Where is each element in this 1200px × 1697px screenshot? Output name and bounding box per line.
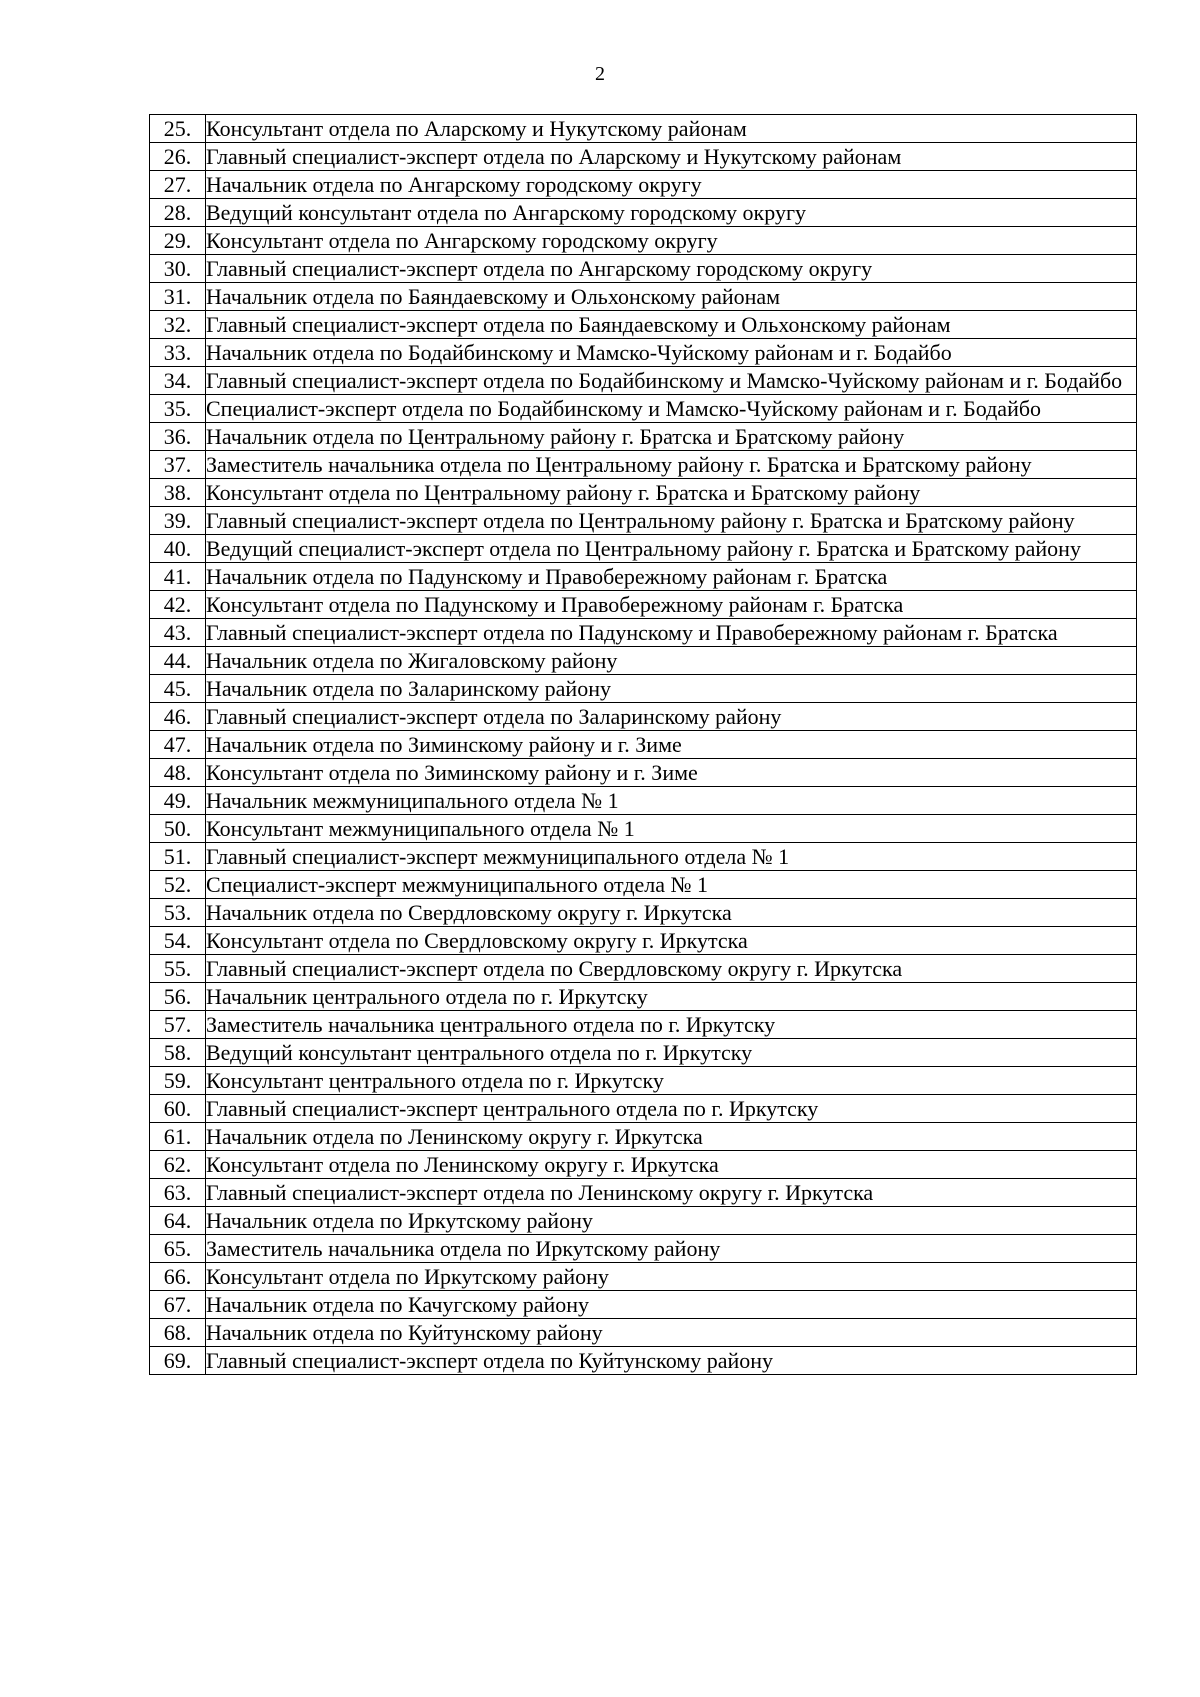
row-number: 49. [150, 787, 206, 815]
row-number: 46. [150, 703, 206, 731]
position-title: Консультант отдела по Ангарскому городскому округу [206, 227, 1137, 255]
row-number: 50. [150, 815, 206, 843]
row-number: 48. [150, 759, 206, 787]
table-row [150, 1179, 1137, 1207]
row-number: 32. [150, 311, 206, 339]
row-number: 53. [150, 899, 206, 927]
table-row [150, 1123, 1137, 1151]
position-title: Заместитель начальника центрального отдела по г. Иркутску [206, 1011, 1137, 1039]
row-number: 51. [150, 843, 206, 871]
table-row [150, 647, 1137, 675]
row-number: 37. [150, 451, 206, 479]
row-number: 67. [150, 1291, 206, 1319]
row-number: 58. [150, 1039, 206, 1067]
position-title: Главный специалист-эксперт центрального отдела по г. Иркутску [206, 1095, 1137, 1123]
row-number: 30. [150, 255, 206, 283]
position-title: Начальник отдела по Центральному району г. Братска и Братскому району [206, 423, 1137, 451]
table-row [150, 367, 1137, 395]
table-row [150, 1151, 1137, 1179]
row-number: 55. [150, 955, 206, 983]
row-number: 38. [150, 479, 206, 507]
position-title: Главный специалист-эксперт отдела по Ленинскому округу г. Иркутска [206, 1179, 1137, 1207]
position-title: Главный специалист-эксперт отдела по Куйтунскому району [206, 1347, 1137, 1375]
row-number: 43. [150, 619, 206, 647]
position-title: Начальник отдела по Куйтунскому району [206, 1319, 1137, 1347]
table-row [150, 395, 1137, 423]
page-number: 2 [595, 63, 605, 85]
table-row [150, 227, 1137, 255]
table-row [150, 1067, 1137, 1095]
position-title: Ведущий консультант центрального отдела по г. Иркутску [206, 1039, 1137, 1067]
table-row [150, 815, 1137, 843]
table-row [150, 507, 1137, 535]
row-number: 35. [150, 395, 206, 423]
position-title: Начальник отдела по Жигаловскому району [206, 647, 1137, 675]
row-number: 29. [150, 227, 206, 255]
table-row [150, 591, 1137, 619]
table-row [150, 283, 1137, 311]
position-title: Главный специалист-эксперт отдела по Центральному району г. Братска и Братскому району [206, 507, 1137, 535]
position-title: Специалист-эксперт отдела по Бодайбинскому и Мамско-Чуйскому районам и г. Бодайбо [206, 395, 1137, 423]
row-number: 65. [150, 1235, 206, 1263]
position-title: Консультант отдела по Ленинскому округу г. Иркутска [206, 1151, 1137, 1179]
position-title: Начальник отдела по Баяндаевскому и Ольхонскому районам [206, 283, 1137, 311]
table-row [150, 563, 1137, 591]
position-title: Главный специалист-эксперт отдела по Баяндаевскому и Ольхонскому районам [206, 311, 1137, 339]
table-row [150, 731, 1137, 759]
position-title: Начальник отдела по Ангарскому городскому округу [206, 171, 1137, 199]
position-title: Главный специалист-эксперт отдела по Ангарскому городскому округу [206, 255, 1137, 283]
row-number: 33. [150, 339, 206, 367]
position-title: Главный специалист-эксперт межмуниципального отдела № 1 [206, 843, 1137, 871]
position-title: Консультант отдела по Аларскому и Нукутскому районам [206, 115, 1137, 143]
position-title: Начальник отдела по Зиминскому району и г. Зиме [206, 731, 1137, 759]
row-number: 25. [150, 115, 206, 143]
table-row [150, 535, 1137, 563]
position-title: Консультант центрального отдела по г. Иркутску [206, 1067, 1137, 1095]
table-row [150, 339, 1137, 367]
table-row [150, 423, 1137, 451]
position-title: Консультант отдела по Свердловскому округу г. Иркутска [206, 927, 1137, 955]
position-title: Главный специалист-эксперт отдела по Свердловскому округу г. Иркутска [206, 955, 1137, 983]
position-title: Консультант отдела по Центральному району г. Братска и Братскому району [206, 479, 1137, 507]
table-row [150, 619, 1137, 647]
row-number: 41. [150, 563, 206, 591]
position-title: Главный специалист-эксперт отдела по Бодайбинскому и Мамско-Чуйскому районам и г. Бодайбо [206, 367, 1137, 395]
table-row [150, 843, 1137, 871]
position-title: Консультант отдела по Падунскому и Правобережному районам г. Братска [206, 591, 1137, 619]
table-row [150, 199, 1137, 227]
table-row [150, 451, 1137, 479]
table-row [150, 1235, 1137, 1263]
row-number: 54. [150, 927, 206, 955]
position-title: Начальник отдела по Качугскому району [206, 1291, 1137, 1319]
table-row [150, 479, 1137, 507]
row-number: 40. [150, 535, 206, 563]
table-row [150, 927, 1137, 955]
table-row [150, 115, 1137, 143]
position-title: Консультант отдела по Зиминскому району и г. Зиме [206, 759, 1137, 787]
positions-table [149, 114, 1137, 1375]
row-number: 61. [150, 1123, 206, 1151]
position-title: Заместитель начальника отдела по Иркутскому району [206, 1235, 1137, 1263]
position-title: Ведущий консультант отдела по Ангарскому городскому округу [206, 199, 1137, 227]
position-title: Начальник отдела по Заларинскому району [206, 675, 1137, 703]
table-row [150, 171, 1137, 199]
row-number: 45. [150, 675, 206, 703]
table-row [150, 871, 1137, 899]
row-number: 47. [150, 731, 206, 759]
position-title: Главный специалист-эксперт отдела по Падунскому и Правобережному районам г. Братска [206, 619, 1137, 647]
table-row [150, 899, 1137, 927]
row-number: 28. [150, 199, 206, 227]
row-number: 42. [150, 591, 206, 619]
table-row [150, 311, 1137, 339]
table-row [150, 955, 1137, 983]
row-number: 60. [150, 1095, 206, 1123]
table-row [150, 1347, 1137, 1375]
row-number: 64. [150, 1207, 206, 1235]
row-number: 63. [150, 1179, 206, 1207]
table-row [150, 1263, 1137, 1291]
table-row [150, 759, 1137, 787]
table-row [150, 1207, 1137, 1235]
position-title: Заместитель начальника отдела по Центральному району г. Братска и Братскому району [206, 451, 1137, 479]
position-title: Начальник отдела по Иркутскому району [206, 1207, 1137, 1235]
position-title: Главный специалист-эксперт отдела по Аларскому и Нукутскому районам [206, 143, 1137, 171]
row-number: 68. [150, 1319, 206, 1347]
positions-table-body [150, 115, 1137, 1375]
row-number: 34. [150, 367, 206, 395]
table-row [150, 983, 1137, 1011]
table-row [150, 1039, 1137, 1067]
table-row [150, 787, 1137, 815]
row-number: 26. [150, 143, 206, 171]
row-number: 66. [150, 1263, 206, 1291]
row-number: 69. [150, 1347, 206, 1375]
row-number: 27. [150, 171, 206, 199]
row-number: 59. [150, 1067, 206, 1095]
position-title: Специалист-эксперт межмуниципального отдела № 1 [206, 871, 1137, 899]
row-number: 62. [150, 1151, 206, 1179]
row-number: 44. [150, 647, 206, 675]
row-number: 52. [150, 871, 206, 899]
position-title: Начальник центрального отдела по г. Иркутску [206, 983, 1137, 1011]
table-row [150, 1319, 1137, 1347]
row-number: 39. [150, 507, 206, 535]
row-number: 31. [150, 283, 206, 311]
position-title: Начальник отдела по Падунскому и Правобережному районам г. Братска [206, 563, 1137, 591]
table-row [150, 675, 1137, 703]
table-row [150, 255, 1137, 283]
table-row [150, 1291, 1137, 1319]
position-title: Начальник отдела по Свердловскому округу г. Иркутска [206, 899, 1137, 927]
row-number: 36. [150, 423, 206, 451]
table-row [150, 703, 1137, 731]
table-row [150, 1095, 1137, 1123]
position-title: Начальник межмуниципального отдела № 1 [206, 787, 1137, 815]
row-number: 56. [150, 983, 206, 1011]
row-number: 57. [150, 1011, 206, 1039]
position-title: Начальник отдела по Бодайбинскому и Мамско-Чуйскому районам и г. Бодайбо [206, 339, 1137, 367]
position-title: Консультант межмуниципального отдела № 1 [206, 815, 1137, 843]
position-title: Консультант отдела по Иркутскому району [206, 1263, 1137, 1291]
table-row [150, 143, 1137, 171]
position-title: Начальник отдела по Ленинскому округу г. Иркутска [206, 1123, 1137, 1151]
table-row [150, 1011, 1137, 1039]
position-title: Главный специалист-эксперт отдела по Заларинскому району [206, 703, 1137, 731]
position-title: Ведущий специалист-эксперт отдела по Центральному району г. Братска и Братскому району [206, 535, 1137, 563]
